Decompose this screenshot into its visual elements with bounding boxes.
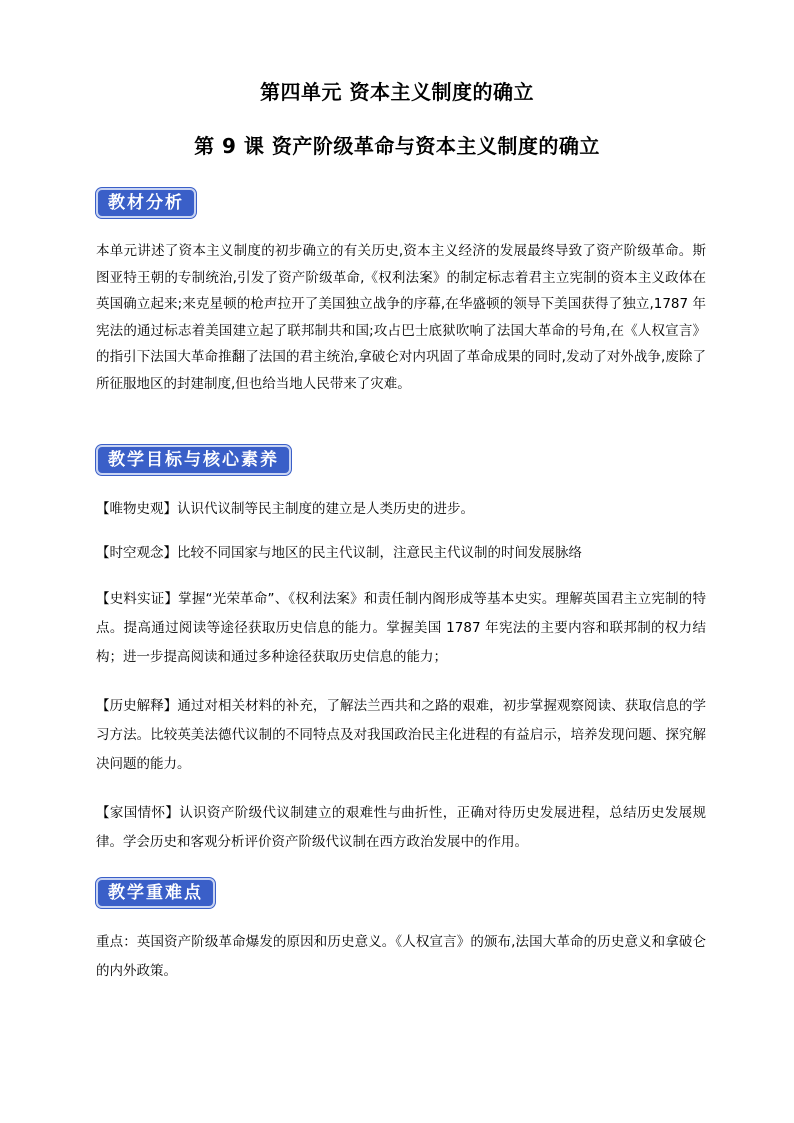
goal-space-time: 【时空观念】比较不同国家与地区的民主代议制，注意民主代议制的时间发展脉络 bbox=[96, 545, 582, 561]
goal-materialism: 【唯物史观】认识代议制等民主制度的建立是人类历史的进步。 bbox=[96, 501, 474, 517]
section-badge-analysis: 教材分析 bbox=[96, 188, 196, 218]
goal-historical-interpretation: 【历史解释】通过对相关材料的补充，了解法兰西共和之路的艰难，初步掌握观察阅读、获取信息的学习方法。比较英美法德代议制的不同特点及对我国政治民主化进程的有益启示，培养发现问题、探究解决问题的能力。 bbox=[96, 698, 706, 772]
analysis-paragraph: 本单元讲述了资本主义制度的初步确立的有关历史,资本主义经济的发展最终导致了资产阶级革命。斯图亚特王朝的专制统治,引发了资产阶级革命,《权利法案》的制定标志着君主立宪制的资本主义政体在英国确立起来;来克星顿的枪声拉开了美国独立战争的序幕,在华盛顿的领导下美国获得了独立,1787 年宪法的通过标志着美国建立起了联邦制共和国;攻占巴士底狱吹响了法国大革命的号角,在《人权宣言》的指引下法国大革命推翻了法国的君主统治,拿破仑对内巩固了革命成果的同时,发动了对外战争,废除了所征服地区的封建制度,但也给当地人民带来了灾难。 bbox=[96, 243, 706, 392]
unit-title: 第四单元 资本主义制度的确立 bbox=[260, 80, 534, 104]
key-points-paragraph: 重点：英国资产阶级革命爆发的原因和历史意义。《人权宣言》的颁布,法国大革命的历史意义和拿破仑的内外政策。 bbox=[96, 934, 706, 979]
section-badge-key-points: 教学重难点 bbox=[96, 878, 215, 908]
section-badge-goals: 教学目标与核心素养 bbox=[96, 445, 291, 475]
goal-historical-evidence: 【史料实证】掌握“光荣革命”、《权利法案》和责任制内阁形成等基本史实。理解英国君主立宪制的特点。提高通过阅读等途径获取历史信息的能力。掌握美国 1787 年宪法的主要内容和联邦制的权力结构；进一步提高阅读和通过多种途径获取历史信息的能力； bbox=[96, 591, 706, 665]
goal-patriotism: 【家国情怀】认识资产阶级代议制建立的艰难性与曲折性，正确对待历史发展进程，总结历史发展规律。学会历史和客观分析评价资产阶级代议制在西方政治发展中的作用。 bbox=[96, 805, 706, 850]
lesson-title: 第 9 课 资产阶级革命与资本主义制度的确立 bbox=[194, 134, 600, 158]
